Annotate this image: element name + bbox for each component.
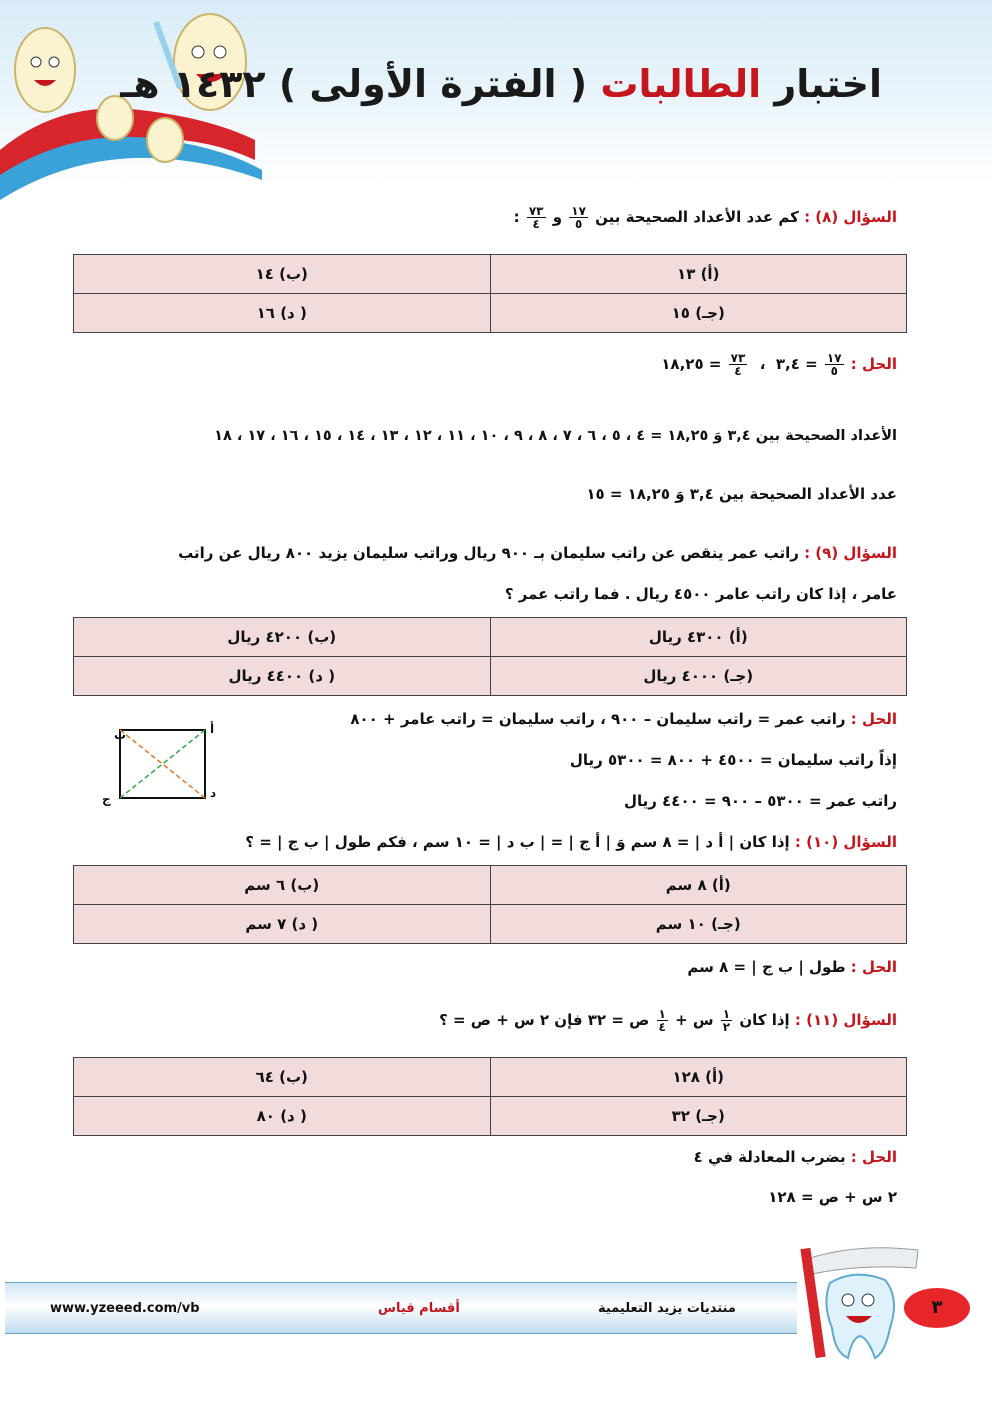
question-10-solution: الحل : طول | ب ج | = ٨ سم bbox=[687, 958, 897, 976]
solution-label: الحل : bbox=[850, 710, 897, 728]
question-10-options bbox=[73, 865, 907, 944]
option-a[interactable]: (أ) ٨ سم bbox=[490, 866, 907, 905]
question-11: السؤال (١١) : إذا كان $\frac{١}{٢}$ س + $\frac{١}{٤}$ ص = ٣٢ فإن ٢ س + ص = ؟ bbox=[439, 1007, 897, 1034]
question-10-label: السؤال (١٠) : bbox=[794, 833, 897, 851]
option-b[interactable]: (ب) ٤٢٠٠ ريال bbox=[74, 618, 491, 657]
option-c[interactable]: (جـ) ١٥ bbox=[490, 294, 907, 333]
question-8-label: السؤال (٨) : bbox=[804, 208, 897, 226]
vertex-d-label: د bbox=[210, 786, 217, 800]
option-a[interactable]: (أ) ١٣ bbox=[490, 255, 907, 294]
option-d[interactable]: ( د) ٨٠ bbox=[74, 1097, 491, 1136]
question-8: السؤال (٨) : كم عدد الأعداد الصحيحة بين $\frac{١٧}{٥}$ و $\frac{٧٣}{٤}$ : bbox=[513, 204, 897, 231]
footer-url-link[interactable]: www.yzeeed.com/vb bbox=[50, 1301, 200, 1316]
question-8-solution-line-2: عدد الأعداد الصحيحة بين ٣,٤ وَ ١٨,٢٥ = ١٥ bbox=[586, 485, 897, 503]
fraction-1-2: $\frac{١}{٢}$ bbox=[722, 1007, 731, 1034]
page-title: اختبار الطالبات ( الفترة الأولى ) ١٤٣٢ هـ bbox=[120, 62, 882, 106]
question-9-label: السؤال (٩) : bbox=[804, 544, 897, 562]
solution-label: الحل : bbox=[850, 355, 897, 373]
fraction-1-4: $\frac{١}{٤}$ bbox=[658, 1007, 666, 1034]
fraction-17-5: $\frac{١٧}{٥}$ bbox=[571, 204, 586, 231]
question-9-text-line-2: عامر ، إذا كان راتب عامر ٤٥٠٠ ريال . فما راتب عمر ؟ bbox=[504, 585, 897, 603]
question-8-solution-line-1: الأعداد الصحيحة بين ٣,٤ وَ ١٨,٢٥ = ٤ ، ٥ ، ٦ ، ٧ ، ٨ ، ٩ ، ١٠ ، ١١ ، ١٢ ، ١٣ ، ١٤ ، ١٥ ، ١٦ ، ١٧ ، ١٨ bbox=[214, 428, 897, 444]
question-8-solution: الحل : $\frac{١٧}{٥}$ = ٣,٤ ، $\frac{٧٣}{٤}$ = ١٨,٢٥ bbox=[661, 351, 897, 378]
question-10 bbox=[245, 833, 897, 851]
option-a[interactable]: (أ) ٤٣٠٠ ريال bbox=[490, 618, 907, 657]
option-c[interactable]: (جـ) ٣٢ bbox=[490, 1097, 907, 1136]
question-9-options bbox=[73, 617, 907, 696]
page-number-badge: ٣ bbox=[904, 1288, 970, 1328]
question-11-solution: الحل : بضرب المعادلة في ٤ bbox=[693, 1148, 897, 1166]
fraction-17-5: $\frac{١٧}{٥}$ bbox=[826, 351, 842, 378]
question-8-text: كم عدد الأعداد الصحيحة بين bbox=[589, 208, 805, 226]
question-9-solution-line-3: راتب عمر = ٥٣٠٠ – ٩٠٠ = ٤٤٠٠ ريال bbox=[624, 792, 897, 810]
tooth-mascot-icon bbox=[790, 1238, 920, 1368]
question-9 bbox=[178, 544, 897, 562]
option-d[interactable]: ( د) ٧ سم bbox=[74, 905, 491, 944]
question-9-text: راتب عمر ينقص عن راتب سليمان بـ ٩٠٠ ريال وراتب سليمان يزيد ٨٠٠ ريال عن راتب bbox=[178, 544, 805, 562]
option-d[interactable]: ( د) ١٦ bbox=[74, 294, 491, 333]
question-11-options bbox=[73, 1057, 907, 1136]
option-b[interactable]: (ب) ٦ سم bbox=[74, 866, 491, 905]
option-a[interactable]: (أ) ١٢٨ bbox=[490, 1058, 907, 1097]
solution-label: الحل : bbox=[850, 958, 897, 976]
vertex-j-label: ج bbox=[102, 792, 111, 806]
option-b[interactable]: (ب) ٦٤ bbox=[74, 1058, 491, 1097]
option-c[interactable]: (جـ) ١٠ سم bbox=[490, 905, 907, 944]
option-d[interactable]: ( د) ٤٤٠٠ ريال bbox=[74, 657, 491, 696]
option-c[interactable]: (جـ) ٤٠٠٠ ريال bbox=[490, 657, 907, 696]
fraction-73-4: $\frac{٧٣}{٤}$ bbox=[528, 204, 544, 231]
question-10-text: إذا كان | أ د | = ٨ سم وَ | أ ج | = | ب د | = ١٠ سم ، فكم طول | ب ج | = ؟ bbox=[245, 833, 795, 851]
fraction-73-4: $\frac{٧٣}{٤}$ bbox=[730, 351, 746, 378]
vertex-b-label: ب bbox=[114, 728, 127, 742]
option-b[interactable]: (ب) ١٤ bbox=[74, 255, 491, 294]
question-11-solution-line-2: ٢ س + ص = ١٢٨ bbox=[768, 1188, 897, 1206]
footer-section: أقسام قياس bbox=[378, 1301, 460, 1316]
question-11-label: السؤال (١١) : bbox=[794, 1011, 897, 1029]
question-8-options bbox=[73, 254, 907, 333]
footer-forum-name: منتديات يزيد التعليمية bbox=[598, 1301, 736, 1316]
vertex-a-label: أ bbox=[210, 722, 215, 736]
question-9-solution-line-2: إذاً راتب سليمان = ٤٥٠٠ + ٨٠٠ = ٥٣٠٠ ريال bbox=[569, 751, 897, 769]
solution-label: الحل : bbox=[850, 1148, 897, 1166]
question-9-solution: الحل : راتب عمر = راتب سليمان – ٩٠٠ ، راتب سليمان = راتب عامر + ٨٠٠ bbox=[350, 710, 897, 728]
